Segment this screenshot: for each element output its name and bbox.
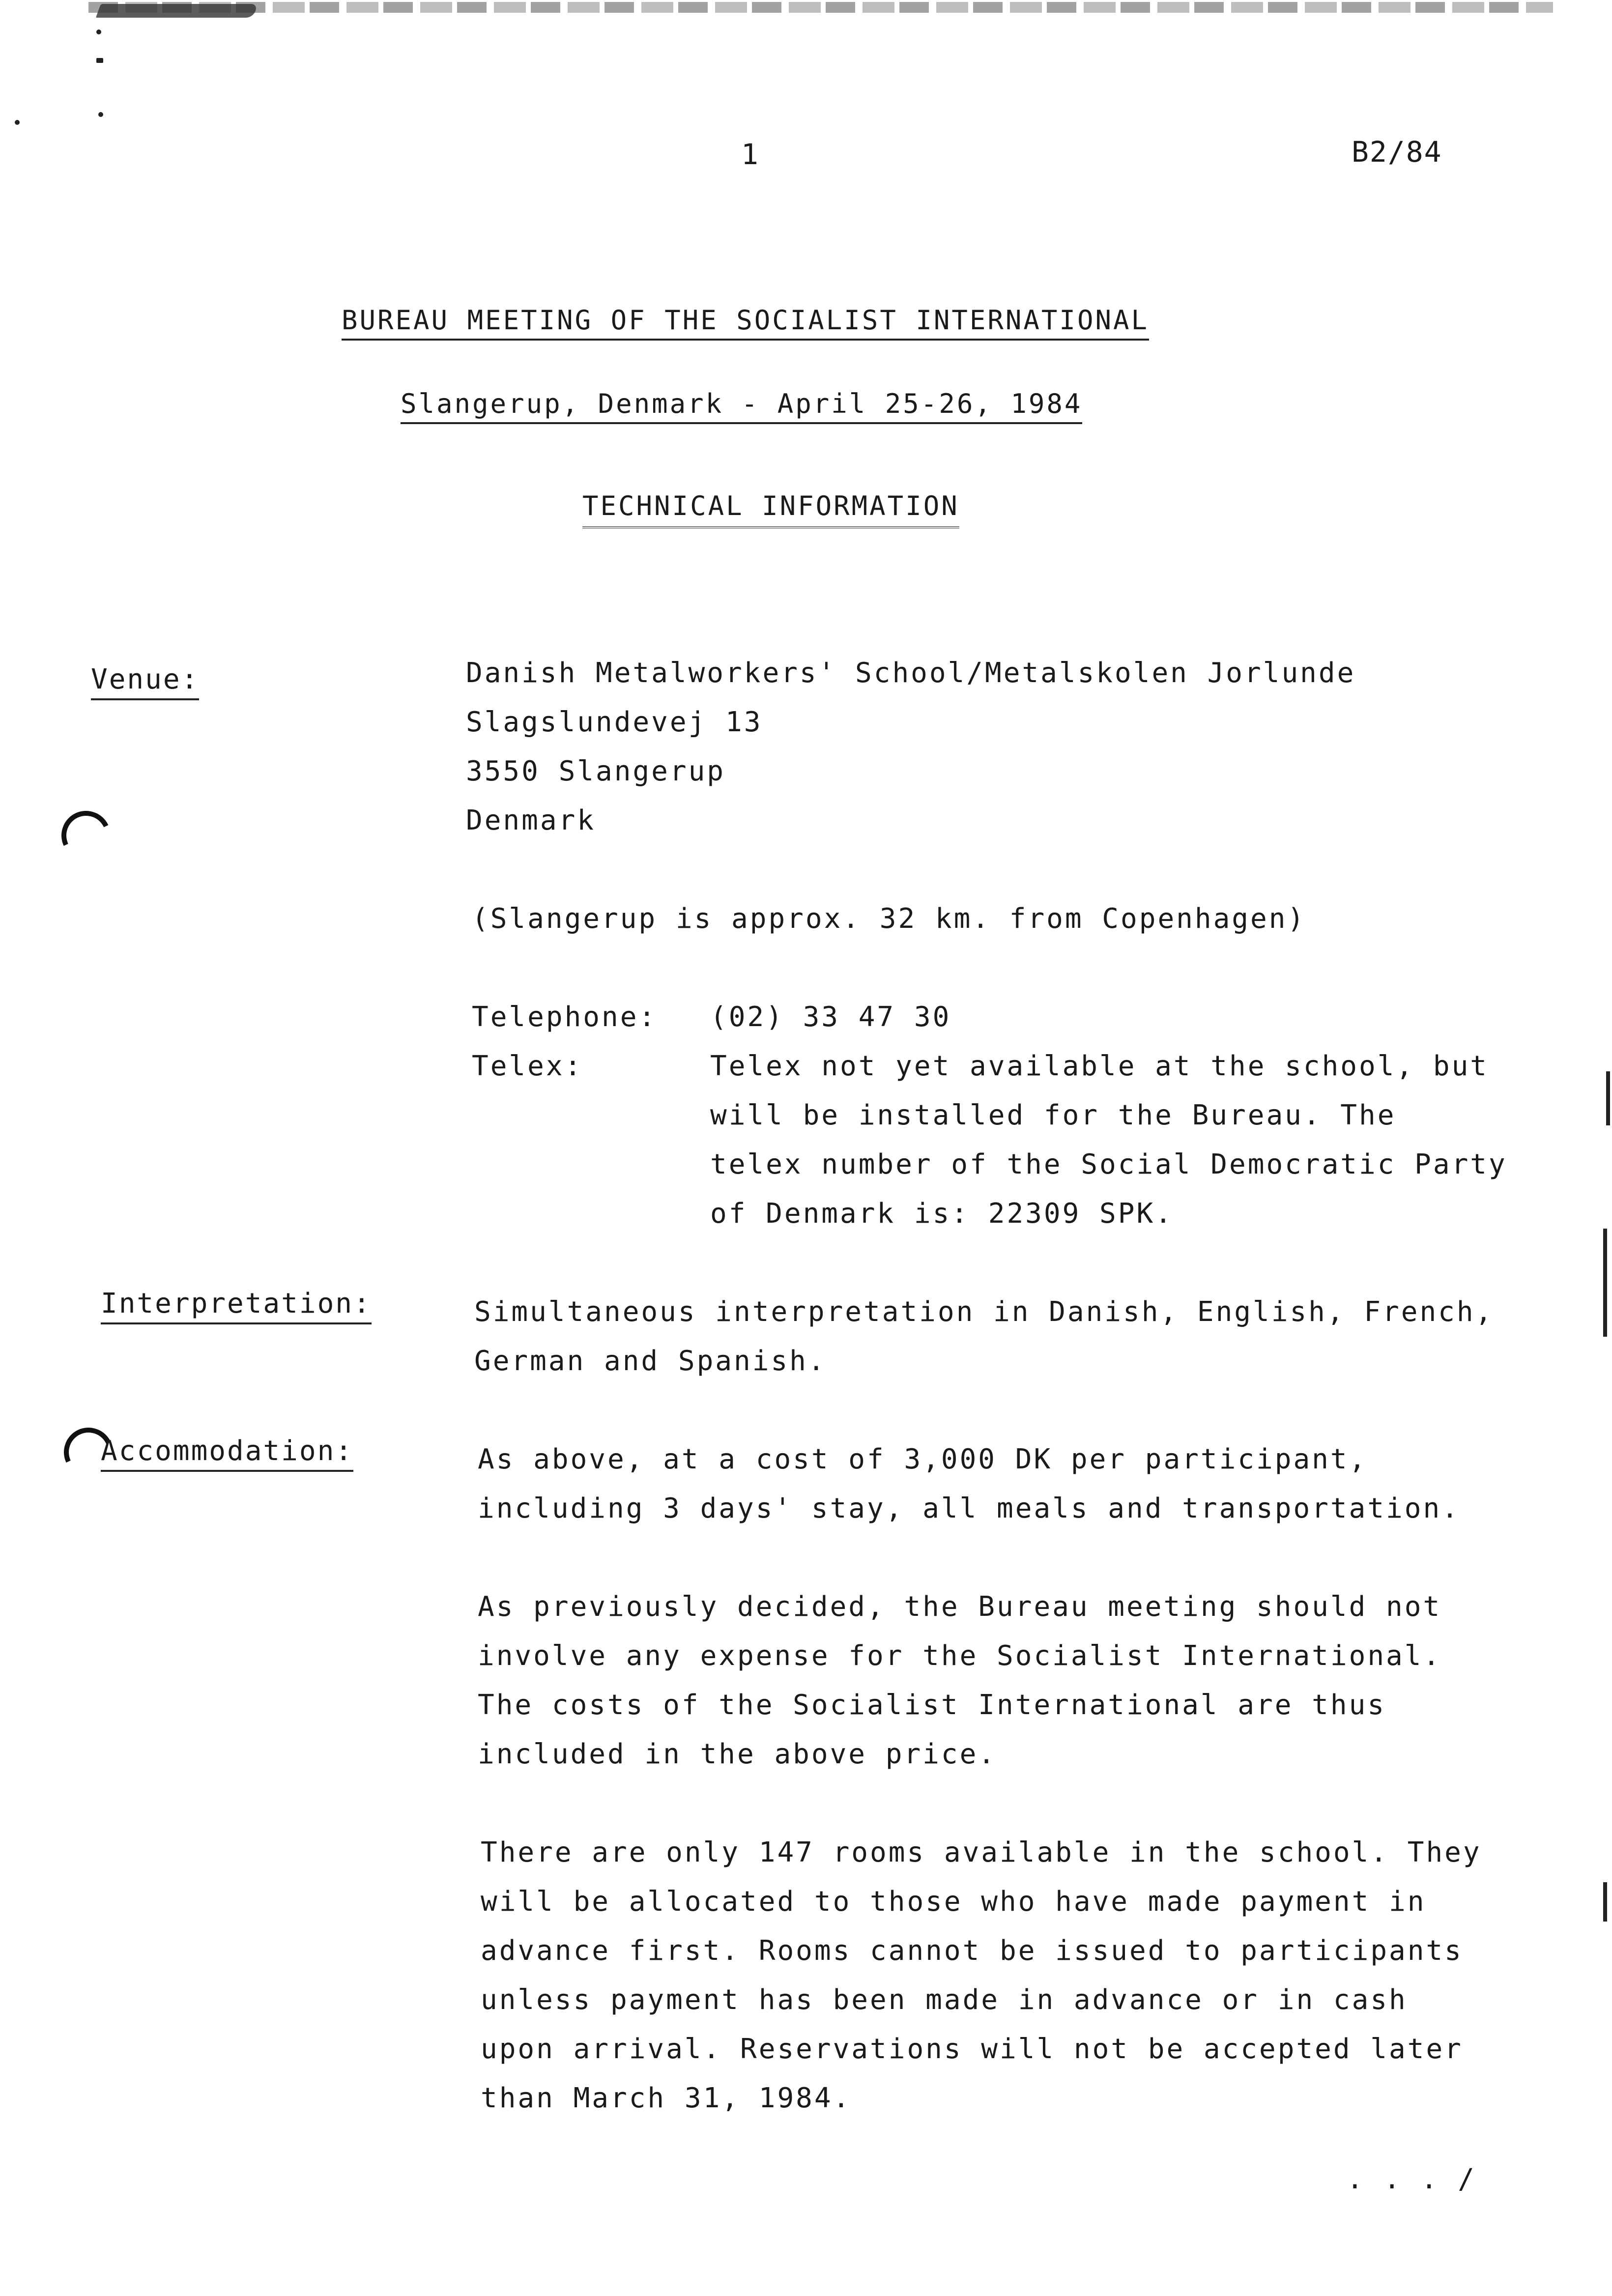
accommodation-line: There are only 147 rooms available in the school. They — [481, 1837, 1482, 1868]
scan-artifact-margin-mark — [1606, 1071, 1610, 1125]
telex-label: Telex: — [472, 1050, 583, 1082]
accommodation-line: upon arrival. Reservations will not be accepted later — [481, 2033, 1463, 2065]
scan-artifact-dot — [98, 112, 103, 117]
accommodation-paragraph-cost — [478, 1435, 1460, 1533]
accommodation-line: advance first. Rooms cannot be issued to participants — [481, 1935, 1463, 1967]
scan-artifact-margin-mark — [1603, 1229, 1607, 1337]
venue-distance-note: (Slangerup is approx. 32 km. from Copenhagen) — [472, 903, 1306, 935]
scan-artifact-dot — [96, 29, 101, 34]
accommodation-paragraph-expense — [478, 1582, 1441, 1779]
venue-label: Venue: — [91, 663, 199, 700]
telex-details — [710, 1042, 1507, 1238]
telex-line: telex number of the Social Democratic Party — [710, 1148, 1507, 1180]
accommodation-line: The costs of the Socialist International are thus — [478, 1689, 1386, 1721]
accommodation-paragraph-rooms — [481, 1828, 1482, 2123]
telephone-value: (02) 33 47 30 — [710, 1001, 951, 1033]
accommodation-line: included in the above price. — [478, 1738, 997, 1770]
accommodation-line: including 3 days' stay, all meals and transportation. — [478, 1492, 1460, 1524]
meeting-location-date: Slangerup, Denmark - April 25-26, 1984 — [401, 388, 1082, 424]
telex-line: Telex not yet available at the school, but — [710, 1050, 1489, 1082]
venue-address — [466, 649, 1355, 845]
continuation-marker: . . . / — [1347, 2163, 1477, 2195]
accommodation-line: involve any expense for the Socialist International. — [478, 1640, 1442, 1672]
interpretation-label: Interpretation: — [101, 1288, 372, 1324]
section-heading: TECHNICAL INFORMATION — [582, 490, 959, 528]
scan-artifact-smudge — [96, 4, 258, 18]
interpretation-text — [474, 1288, 1494, 1386]
address-line: Denmark — [466, 804, 596, 836]
telex-line: of Denmark is: 22309 SPK. — [710, 1198, 1174, 1230]
telephone-label: Telephone: — [472, 1001, 658, 1033]
accommodation-line: than March 31, 1984. — [481, 2082, 852, 2114]
accommodation-line: As previously decided, the Bureau meeting should not — [478, 1591, 1442, 1623]
page-number: 1 — [741, 138, 759, 171]
punch-hole-mark — [55, 804, 117, 867]
document-title: BUREAU MEETING OF THE SOCIALIST INTERNATIONAL — [342, 305, 1149, 341]
scan-artifact-top-edge — [88, 2, 1553, 13]
telex-line: will be installed for the Bureau. The — [710, 1099, 1396, 1131]
scan-artifact-dot — [15, 120, 20, 125]
accommodation-line: unless payment has been made in advance or in cash — [481, 1984, 1408, 2016]
accommodation-line: will be allocated to those who have made payment in — [481, 1886, 1426, 1918]
address-line: Slagslundevej 13 — [466, 706, 763, 738]
scan-artifact-margin-mark — [1603, 1882, 1607, 1922]
address-line: Danish Metalworkers' School/Metalskolen Jorlunde — [466, 657, 1356, 689]
document-reference: B2/84 — [1352, 135, 1442, 169]
interpretation-line: Simultaneous interpretation in Danish, English, French, — [474, 1296, 1494, 1328]
scan-artifact-dot — [96, 58, 103, 63]
accommodation-line: As above, at a cost of 3,000 DK per participant, — [478, 1443, 1368, 1475]
interpretation-line: German and Spanish. — [474, 1345, 827, 1377]
address-line: 3550 Slangerup — [466, 755, 726, 787]
accommodation-label: Accommodation: — [101, 1435, 353, 1472]
